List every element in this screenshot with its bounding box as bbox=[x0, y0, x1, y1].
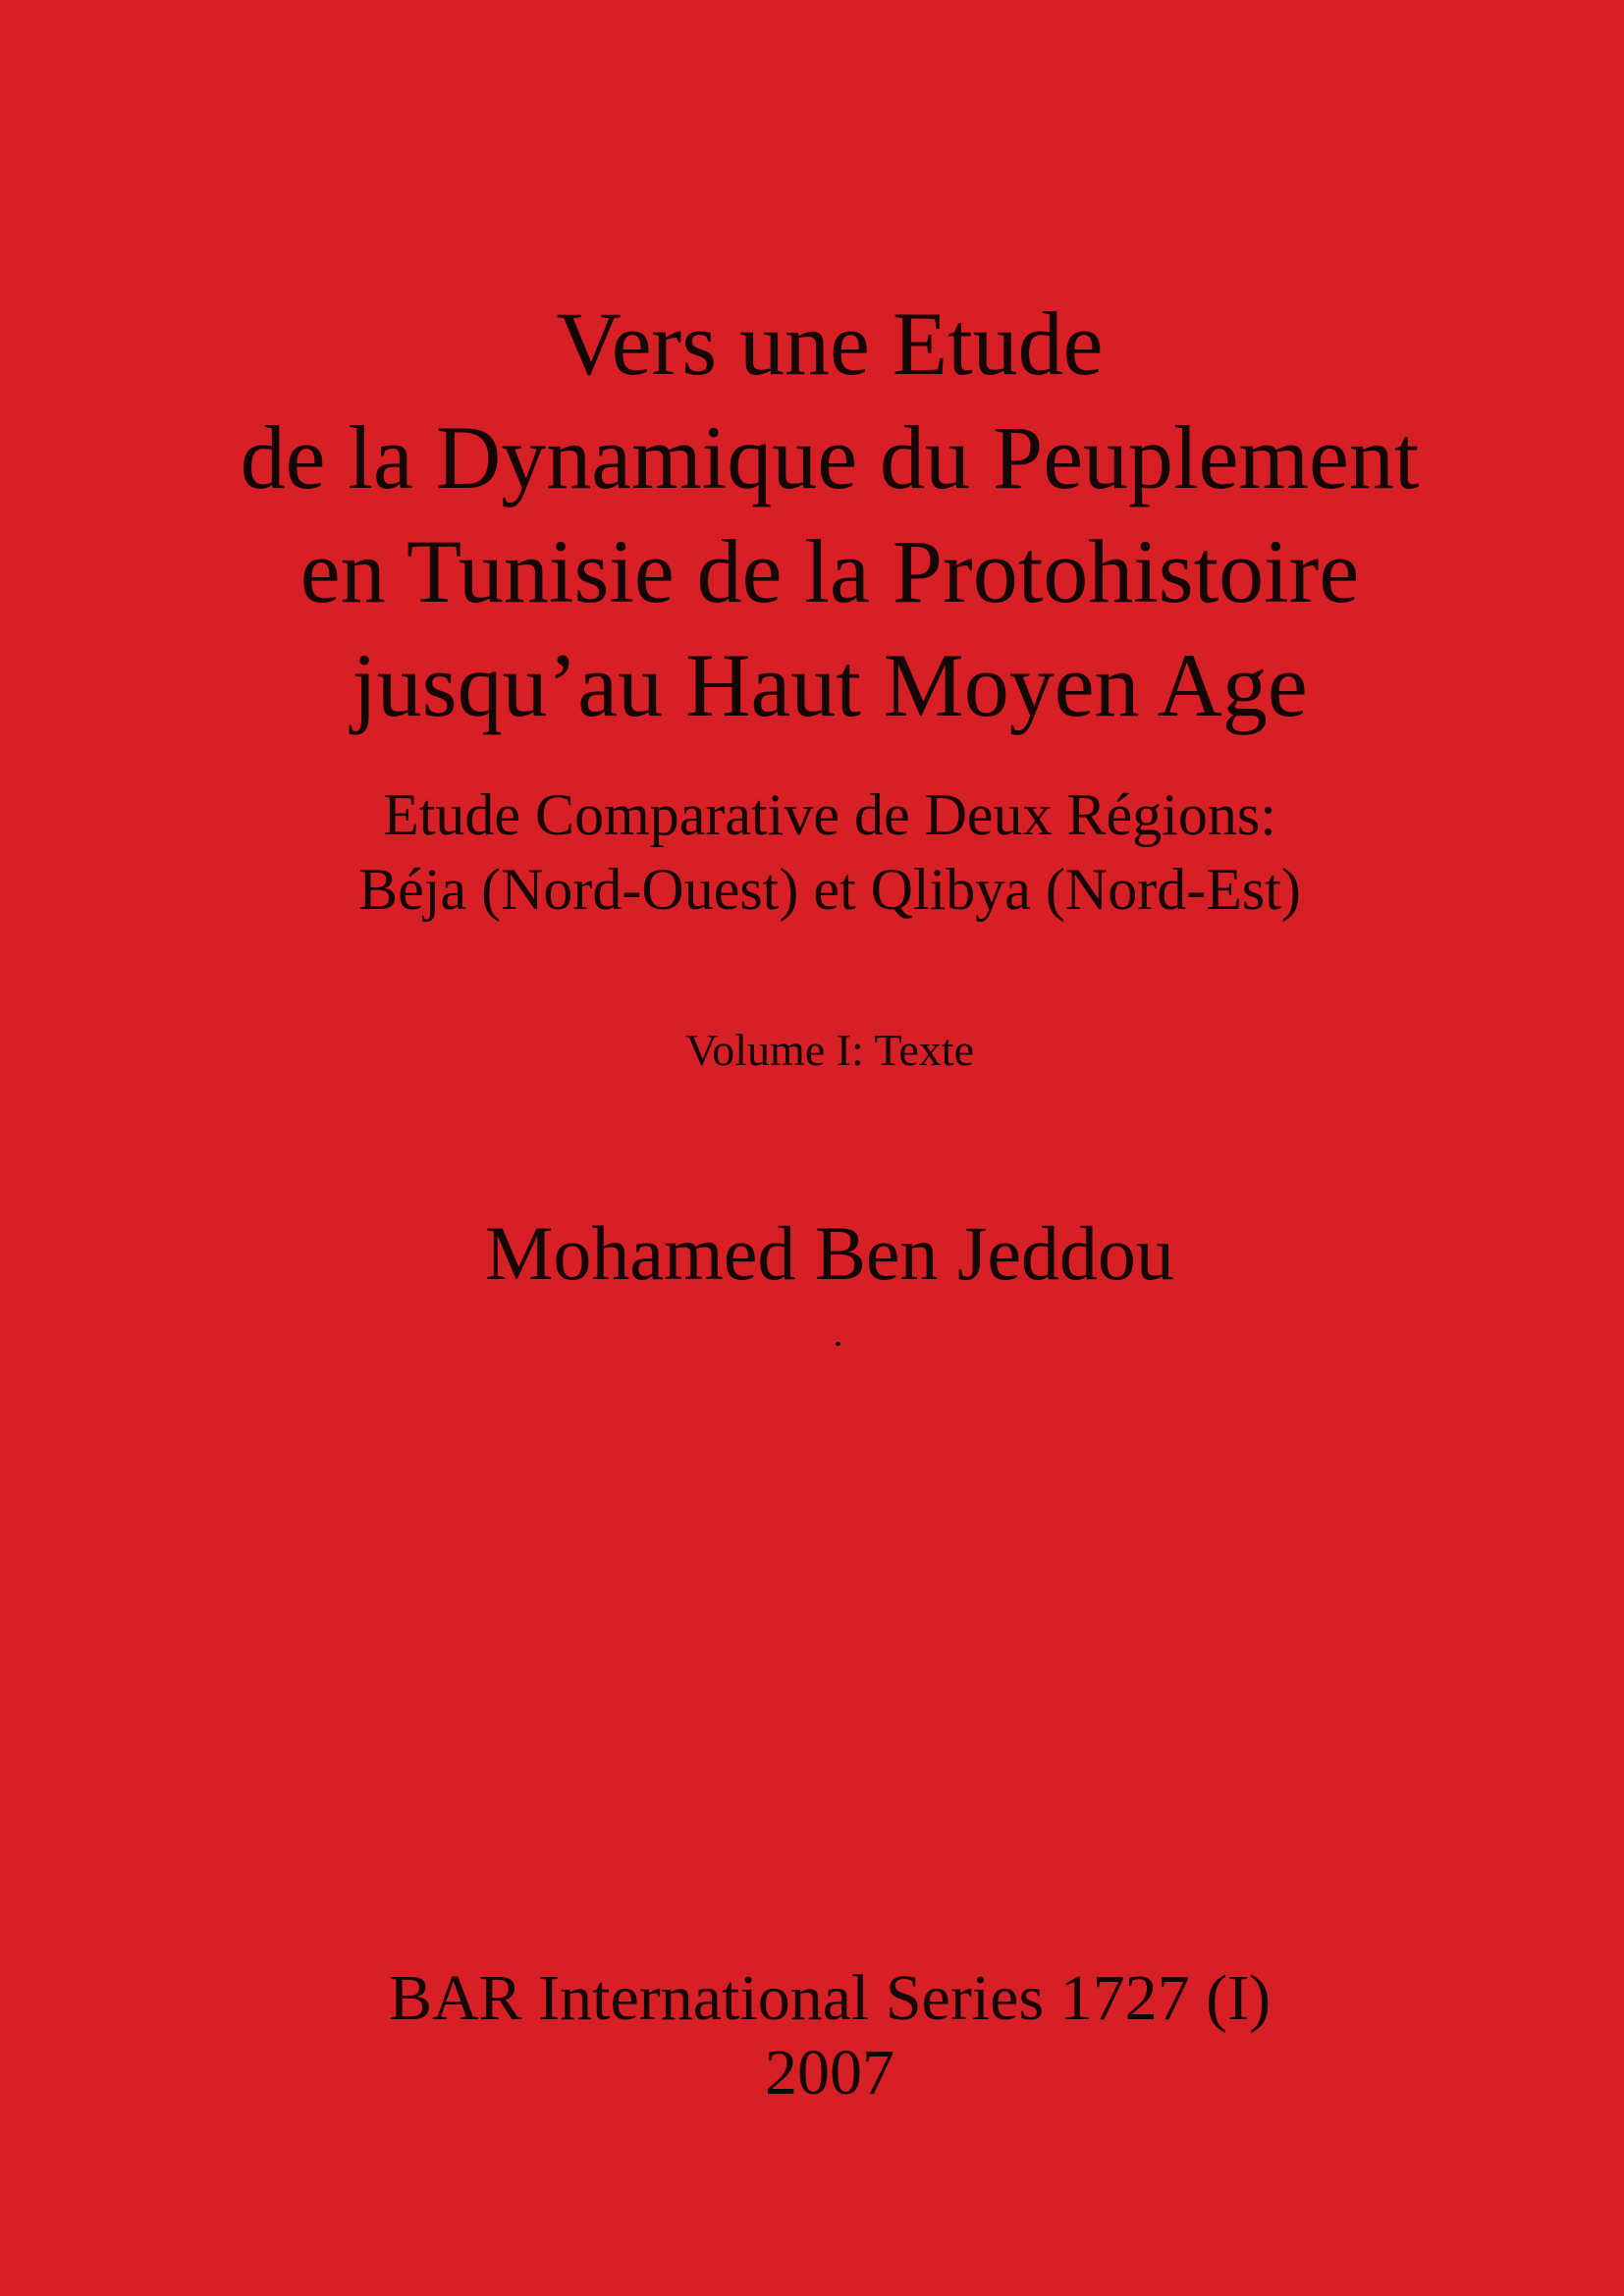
series-info bbox=[0, 1961, 1624, 2110]
subtitle-line-1: Etude Comparative de Deux Régions: bbox=[383, 782, 1276, 847]
title-line-1: Vers une Etude bbox=[556, 294, 1104, 394]
publication-year: 2007 bbox=[765, 2037, 894, 2109]
title-line-4: jusqu’au Haut Moyen Age bbox=[352, 635, 1308, 735]
book-subtitle bbox=[0, 777, 1624, 927]
title-line-2: de la Dynamique du Peuplement bbox=[240, 407, 1420, 507]
subtitle-line-2: Béja (Nord-Ouest) et Qlibya (Nord-Est) bbox=[358, 857, 1301, 922]
ink-speck bbox=[836, 1342, 840, 1346]
volume-label: Volume I: Texte bbox=[684, 1025, 975, 1075]
title-line-3: en Tunisie de la Protohistoire bbox=[299, 521, 1360, 621]
book-title bbox=[0, 287, 1624, 742]
series-name: BAR International Series 1727 (I) bbox=[388, 1962, 1272, 2034]
author-name: Mohamed Ben Jeddou bbox=[485, 1210, 1174, 1296]
